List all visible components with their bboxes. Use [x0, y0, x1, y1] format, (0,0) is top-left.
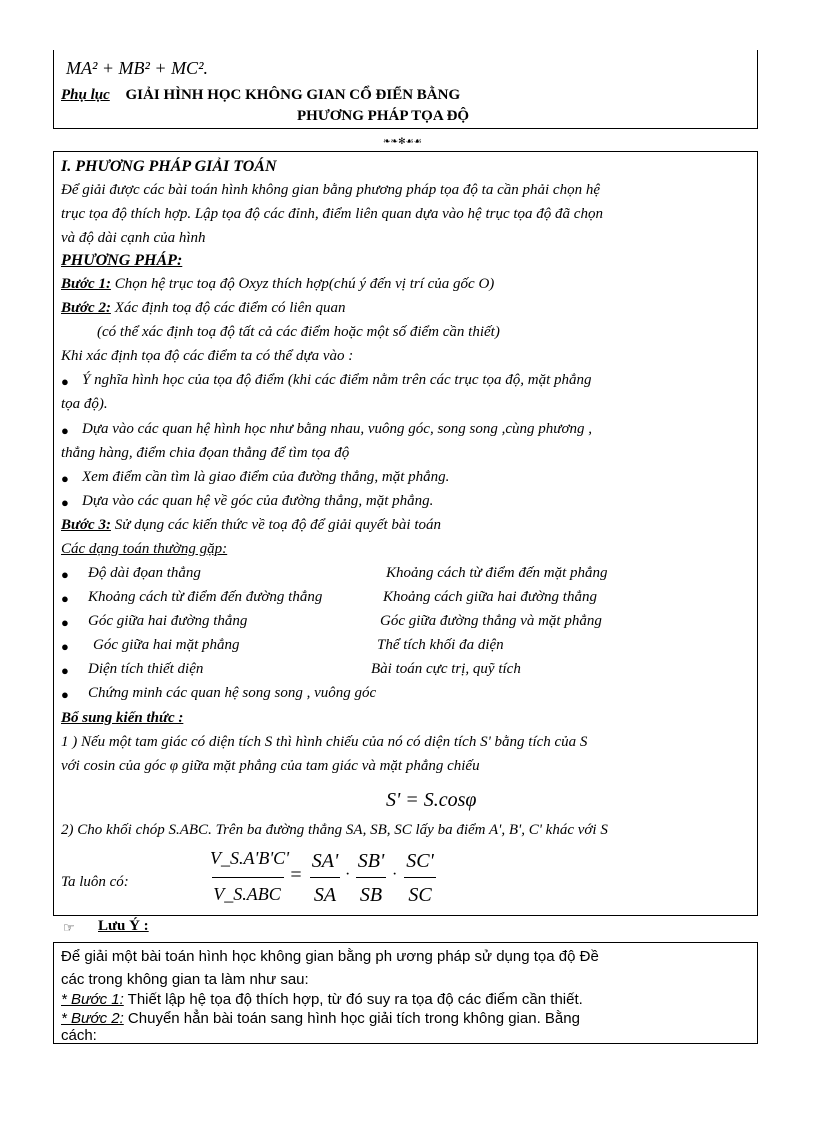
- type-2-right: Khoảng cách giữa hai đường thẳng: [383, 589, 597, 605]
- note-step-2-label: * Bước 2:: [61, 1010, 124, 1027]
- ratio-f3-numerator: SC': [406, 850, 434, 872]
- fraction-bar: [404, 877, 436, 878]
- dot-operator: ·: [392, 866, 398, 883]
- note-step-2-cont: cách:: [61, 1027, 97, 1044]
- pointing-hand-icon: ☞: [63, 920, 75, 935]
- bullet-icon: ●: [61, 615, 69, 630]
- type-5-right: Bài toán cực trị, quỹ tích: [371, 661, 521, 677]
- note-step-1-label: * Bước 1:: [61, 991, 124, 1008]
- basis-bullet-1b: tọa độ).: [61, 396, 108, 412]
- supplement-2: 2) Cho khối chóp S.ABC. Trên ba đường thẳng SA, SB, SC lấy ba điểm A', B', C' khác với S: [61, 822, 608, 838]
- bullet-icon: ●: [61, 471, 69, 486]
- step-1: [61, 276, 494, 293]
- supplement-1a: 1 ) Nếu một tam giác có diện tích S thì hình chiếu của nó có diện tích S' bằng tích của S: [61, 734, 588, 750]
- appendix-title-line2: PHƯƠNG PHÁP TỌA ĐỘ: [297, 108, 470, 124]
- note-step-1-text: Thiết lập hệ tọa độ thích hợp, từ đó suy ra tọa độ các điểm cần thiết.: [123, 991, 583, 1008]
- fraction-bar: [356, 877, 386, 878]
- ratio-f3-denominator: SC: [408, 884, 432, 906]
- bullet-icon: ●: [61, 423, 69, 438]
- step-1-label: Bước 1:: [61, 276, 111, 292]
- note-line-2: các trong không gian ta làm như sau:: [61, 971, 309, 988]
- type-2-left: Khoảng cách từ điểm đến đường thẳng: [88, 589, 323, 605]
- type-1-left: Độ dài đọan thẳng: [88, 565, 201, 581]
- note-line-1: Để giải một bài toán hình học không gian bằng ph ương pháp sử dụng tọa độ Đề: [61, 948, 599, 965]
- bullet-icon: ●: [61, 374, 69, 389]
- intro-line-2: trục tọa độ thích hợp. Lập tọa độ các đỉnh, điểm liên quan dựa vào hệ trục tọa độ đã chọn: [61, 206, 603, 222]
- basis-bullet-3: Xem điểm cần tìm là giao điểm của đường thẳng, mặt phẳng.: [82, 469, 450, 485]
- bullet-icon: ●: [61, 591, 69, 606]
- step-3-label: Bước 3:: [61, 517, 111, 533]
- ratio-left-numerator: V_S.A'B'C': [210, 848, 290, 868]
- step-2-text: Xác định toạ độ các điểm có liên quan: [110, 300, 346, 316]
- types-heading: Các dạng toán thường gặp:: [61, 541, 228, 557]
- type-4-left: Góc giữa hai mặt phẳng: [93, 637, 240, 653]
- type-4-right: Thể tích khối đa diện: [377, 637, 504, 653]
- method-heading: PHƯƠNG PHÁP:: [61, 252, 183, 269]
- type-6-left: Chứng minh các quan hệ song song , vuông góc: [88, 685, 377, 701]
- type-5-left: Diện tích thiết diện: [88, 661, 204, 677]
- formula-projection: S' = S.cosφ: [386, 789, 477, 811]
- bullet-icon: ●: [61, 567, 69, 582]
- ratio-left-denominator: V_S.ABC: [213, 884, 281, 904]
- ratio-f2-denominator: SB: [359, 884, 383, 906]
- note-step-2: [61, 1010, 580, 1027]
- step-2-label: Bước 2:: [61, 300, 111, 316]
- basis-bullet-1a: Ý nghĩa hình học của tọa độ điểm (khi các điểm nằm trên các trục tọa độ, mặt phẳng: [82, 372, 592, 388]
- section-heading: I. PHƯƠNG PHÁP GIẢI TOÁN: [61, 158, 277, 175]
- note-step-1: [61, 991, 583, 1008]
- step-1-text: Chọn hệ trục toạ độ Oxyz thích hợp(chú ý đến vị trí của gốc O): [110, 276, 495, 292]
- type-1-right: Khoảng cách từ điểm đến mặt phẳng: [386, 565, 608, 581]
- ratio-f2-numerator: SB': [357, 850, 385, 872]
- always-label: Ta luôn có:: [61, 874, 129, 890]
- dot-operator: ·: [345, 866, 351, 883]
- supplement-heading: Bổ sung kiến thức :: [61, 710, 184, 726]
- basis-bullet-2a: Dựa vào các quan hệ hình học như bằng nhau, vuông góc, song song ,cùng phương ,: [82, 421, 592, 437]
- ratio-f1-denominator: SA: [313, 884, 337, 906]
- fraction-bar: [310, 877, 340, 878]
- type-3-right: Góc giữa đường thẳng và mặt phẳng: [380, 613, 602, 629]
- basis-intro: Khi xác định tọa độ các điểm ta có thể dựa vào :: [61, 348, 354, 364]
- bullet-icon: ●: [61, 495, 69, 510]
- type-3-left: Góc giữa hai đường thẳng: [88, 613, 248, 629]
- fraction-bar: [212, 877, 284, 878]
- step-3: [61, 517, 441, 534]
- ratio-f1-numerator: SA': [311, 850, 339, 872]
- intro-line-1: Để giải được các bài toán hình không gian bằng phương pháp tọa độ ta cần phải chọn hệ: [61, 182, 600, 198]
- appendix-label: Phụ lục: [61, 87, 110, 103]
- step-2: [61, 300, 345, 317]
- ornament: ❧❧✻☙☙: [383, 136, 422, 146]
- step-2-note: (có thể xác định toạ độ tất cả các điểm hoặc một số điểm cần thiết): [97, 324, 500, 340]
- top-formula: MA² + MB² + MC².: [66, 58, 208, 78]
- step-3-text: Sử dụng các kiến thức về toạ độ để giải quyết bài toán: [110, 517, 441, 533]
- appendix-title: [61, 87, 460, 104]
- basis-bullet-2b: thẳng hàng, điểm chia đọan thẳng để tìm tọa độ: [61, 445, 350, 461]
- bullet-icon: ●: [61, 687, 69, 702]
- basis-bullet-4: Dựa vào các quan hệ về góc của đường thẳng, mặt phẳng.: [82, 493, 434, 509]
- bullet-icon: ●: [61, 663, 69, 678]
- appendix-title-line1: GIẢI HÌNH HỌC KHÔNG GIAN CỔ ĐIỂN BẰNG: [125, 87, 461, 103]
- bullet-icon: ●: [61, 639, 69, 654]
- note-step-2-text: Chuyển hẳn bài toán sang hình học giải tích trong không gian. Bằng: [123, 1010, 580, 1027]
- intro-line-3: và độ dài cạnh của hình: [61, 230, 206, 246]
- ratio-equals: =: [290, 864, 302, 886]
- note-label: Lưu Ý :: [98, 918, 149, 934]
- supplement-1b: với cosin của góc φ giữa mặt phẳng của tam giác và mặt phẳng chiếu: [61, 758, 480, 774]
